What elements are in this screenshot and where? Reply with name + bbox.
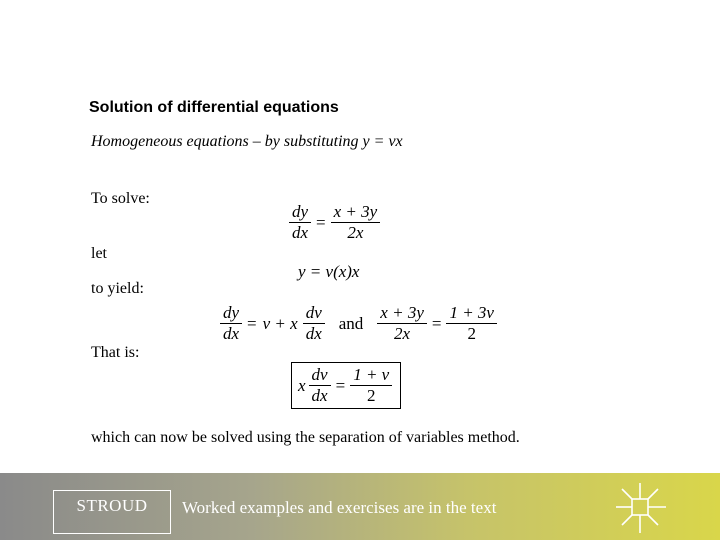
fraction-dy-dx — [289, 202, 311, 243]
denominator: dx — [311, 386, 328, 405]
equation-yield — [218, 303, 499, 344]
brand-label: STROUD — [76, 496, 148, 515]
fraction-rhs — [377, 303, 427, 344]
equation-substitution — [298, 262, 359, 282]
equals-sign: = — [247, 313, 257, 333]
numerator: dy — [220, 303, 242, 324]
fraction-1-plus-v — [350, 365, 392, 406]
stroud-brand-box — [53, 490, 171, 534]
substitution-expression: y = v(x)x — [298, 262, 360, 281]
fraction-1-plus-3v — [446, 303, 497, 344]
label-that-is: That is: — [91, 344, 140, 361]
x-variable: x — [298, 375, 306, 395]
equals-sign: = — [335, 375, 346, 395]
denominator: 2 — [467, 324, 476, 343]
label-to-yield: to yield: — [91, 280, 144, 297]
fraction-dv-dx — [303, 303, 325, 344]
numerator: x + 3y — [331, 202, 381, 223]
numerator: dv — [303, 303, 325, 324]
denominator: dx — [223, 324, 240, 343]
denominator: dx — [305, 324, 322, 343]
denominator: 2x — [394, 324, 411, 343]
footer-text: Worked examples and exercises are in the text — [182, 498, 497, 517]
equation-result-boxed — [291, 362, 401, 409]
slide-subtitle: Homogeneous equations – by substituting y = vx — [91, 133, 403, 150]
denominator: dx — [292, 223, 309, 242]
label-let: let — [91, 245, 107, 262]
denominator: 2x — [347, 223, 364, 242]
label-to-solve: To solve: — [91, 190, 150, 207]
footer-bar — [0, 473, 720, 540]
v-plus-x: v + x — [262, 313, 298, 333]
and-word: and — [338, 313, 364, 333]
fraction-dy-dx — [220, 303, 242, 344]
numerator: dv — [309, 365, 331, 386]
equals-sign: = — [431, 313, 442, 333]
slide-title: Solution of differential equations — [89, 99, 339, 116]
equals-sign: = — [316, 212, 326, 232]
equation-original — [287, 202, 382, 243]
numerator: dy — [289, 202, 311, 223]
fraction-rhs — [331, 202, 381, 243]
numerator: x + 3y — [377, 303, 427, 324]
denominator: 2 — [366, 386, 376, 405]
numerator: 1 + v — [350, 365, 392, 386]
numerator: 1 + 3v — [446, 303, 497, 324]
label-conclusion: which can now be solved using the separation of variables method. — [91, 429, 520, 446]
stroud-logo-icon — [614, 481, 668, 535]
fraction-dv-dx — [309, 365, 331, 406]
